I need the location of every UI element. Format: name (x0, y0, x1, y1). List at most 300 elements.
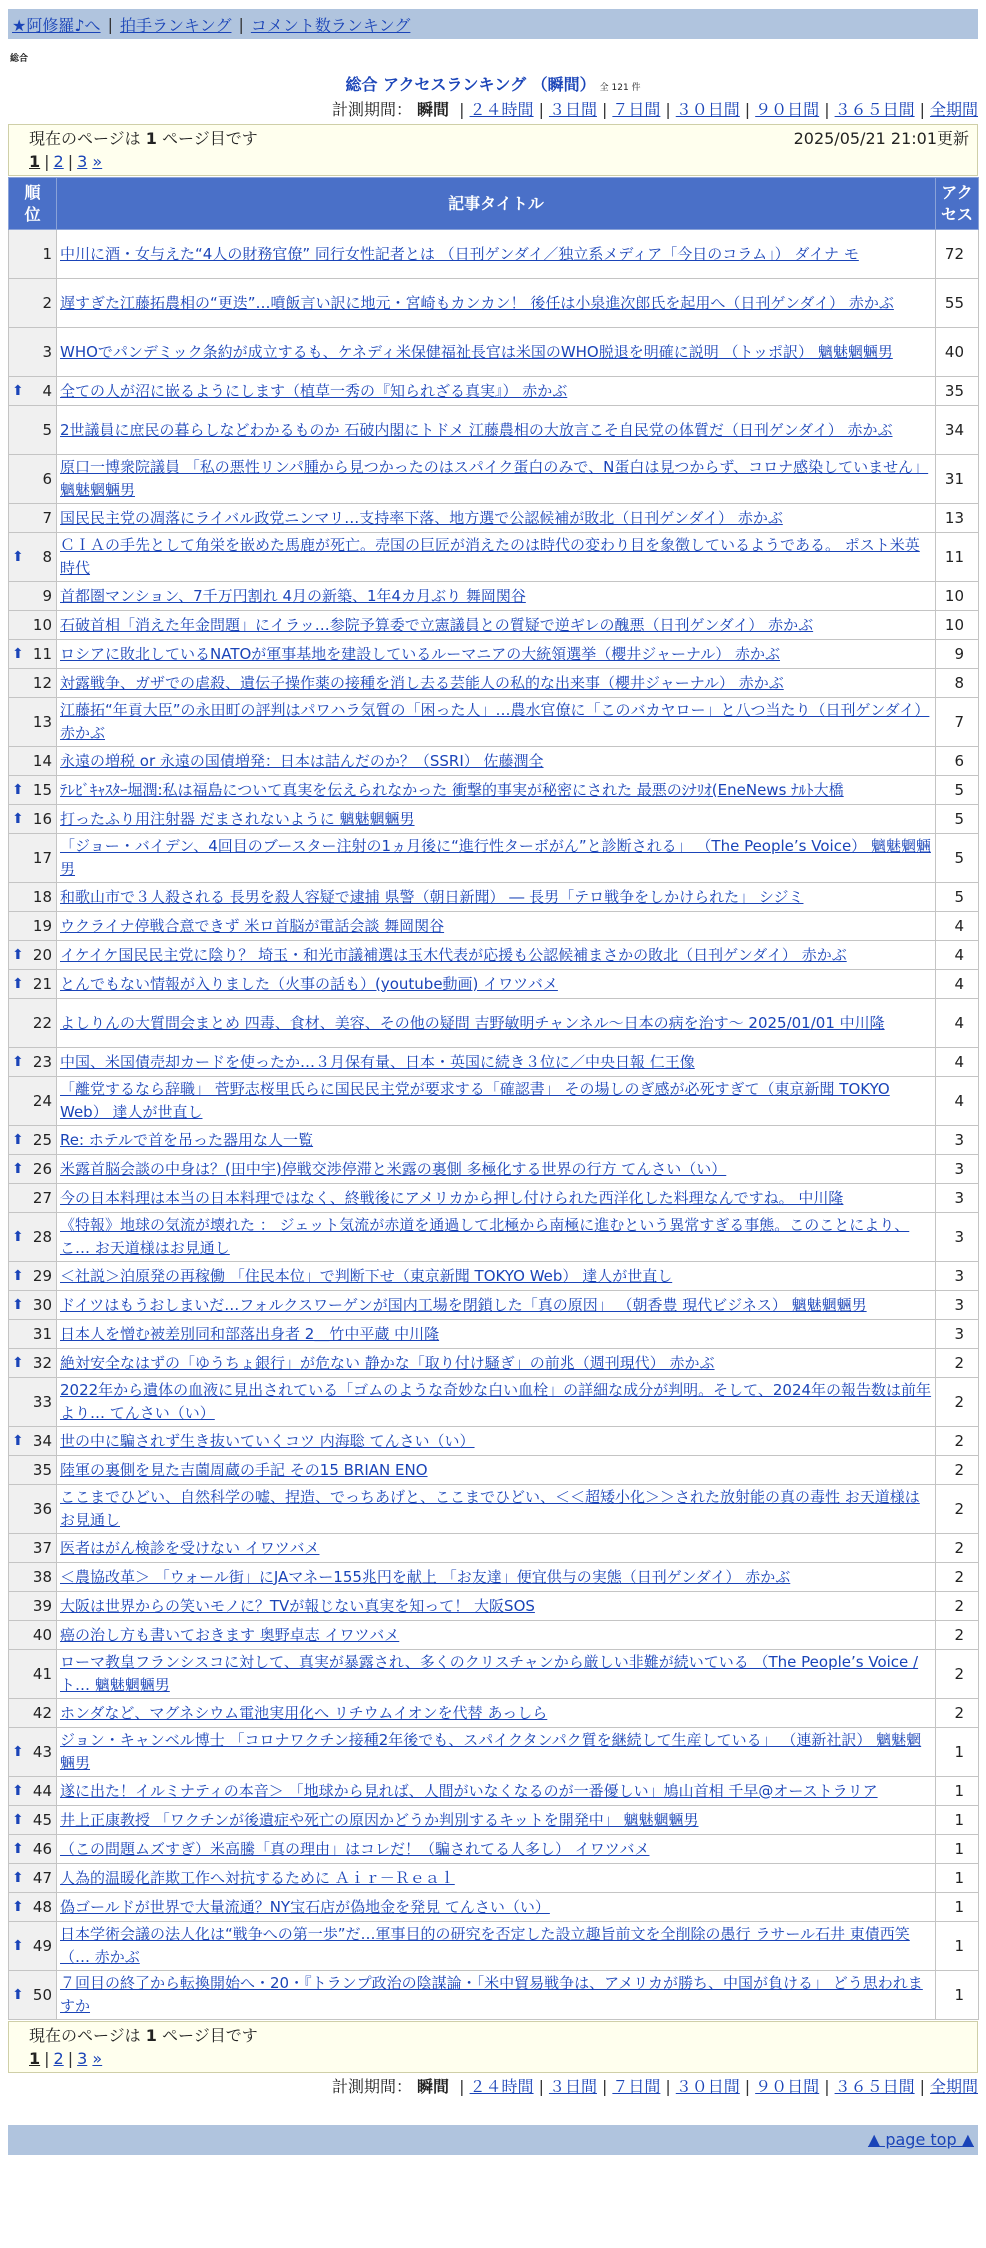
title-cell (57, 1456, 936, 1485)
article-title-link[interactable]: 「離党するなら辞職」 菅野志桜里氏らに国民民主党が要求する「確認書」 その場しのぎ感が必死すぎて（東京新聞 TOKYO Web） 達人が世直し (60, 1080, 890, 1121)
access-count-cell: 2 (936, 1699, 979, 1728)
title-cell (57, 640, 936, 669)
title-cell (57, 941, 936, 970)
pager-next-link[interactable]: » (92, 152, 103, 171)
period-current: 瞬間 (417, 2077, 450, 2096)
article-title-link[interactable]: 永遠の増税 or 永遠の国債増発：日本は詰んだのか？（SSRI） 佐藤潤全 (60, 751, 544, 770)
access-count-cell: 1 (936, 1777, 979, 1806)
article-title-link[interactable]: （この問題ムズすぎ）米高騰「真の理由」はコレだ！（騙されてる人多し） イワツバメ (60, 1839, 650, 1858)
period-separator: | (744, 100, 751, 119)
period-separator: | (601, 100, 608, 119)
pager-page-link[interactable]: 3 (77, 2049, 88, 2068)
table-row (9, 999, 979, 1048)
article-title-link[interactable]: WHOでパンデミック条約が成立するも、ケネディ米保健福祉長官は米国のWHO脱退を明確に説明 （トッポ訳） 魑魅魍魎男 (60, 342, 893, 361)
table-row (9, 328, 979, 377)
period-link[interactable]: ９０日間 (755, 2077, 820, 2096)
article-title-link[interactable]: 国民民主党の凋落にライバル政党ニンマリ…支持率下落、地方選で公認候補が敗北（日刊ゲンダイ） 赤かぶ (60, 508, 783, 527)
access-count-cell: 10 (936, 582, 979, 611)
rank-up-arrow-icon: ⬆ (12, 1132, 24, 1148)
article-title-link[interactable]: 首都圏マンション、7千万円割れ 4月の新築、1年4カ月ぶり 舞岡関谷 (60, 586, 526, 605)
title-cell (57, 805, 936, 834)
article-title-link[interactable]: 2世議員に庶民の暮らしなどわかるものか 石破内閣にトドメ 江藤農相の大放言こそ自民党の体質だ（日刊ゲンダイ） 赤かぶ (60, 420, 893, 439)
rank-cell (9, 455, 57, 504)
current-page-text: 現在のページは 1 ページ目です (29, 2026, 258, 2045)
title-cell (57, 1835, 936, 1864)
access-count-cell: 7 (936, 698, 979, 747)
article-title-link[interactable]: 医者はがん検診を受けない イワツバメ (60, 1538, 320, 1557)
title-cell (57, 1378, 936, 1427)
article-title-link[interactable]: 《特報》地球の気流が壊れた ： ジェット気流が赤道を通過して北極から南極に進むという異常すぎる事態。このことにより、こ… お天道様はお見通し (60, 1216, 910, 1257)
period-label: 計測期間： (331, 100, 412, 119)
rank-cell (9, 1427, 57, 1456)
title-cell (57, 1777, 936, 1806)
rank-cell (9, 230, 57, 279)
article-title-link[interactable]: 人為的温暖化詐欺工作へ対抗するために Ａｉｒ－Ｒｅａｌ (60, 1868, 455, 1887)
pager-separator: | (67, 152, 74, 171)
period-separator: | (601, 2077, 608, 2096)
access-count-cell: 2 (936, 1534, 979, 1563)
table-row (9, 1864, 979, 1893)
rank-cell (9, 1456, 57, 1485)
article-title-link[interactable]: 世の中に騙されず生き抜いていくコツ 内海聡 てんさい（い） (60, 1431, 475, 1450)
access-count-cell: 1 (936, 1922, 979, 1971)
article-title-link[interactable]: ７回目の終了から転換開始へ・20・『トランプ政治の陰謀論・「米中貿易戦争は、アメリカが勝ち、中国が負ける」 どう思われますか (60, 1974, 923, 2015)
table-row (9, 970, 979, 999)
page-status-box (8, 124, 978, 176)
rank-number: 36 (32, 1500, 52, 1518)
ranking-rows (9, 230, 979, 2020)
access-count-cell: 1 (936, 1728, 979, 1777)
table-row (9, 279, 979, 328)
rank-number: 40 (32, 1626, 52, 1644)
rank-number: 17 (32, 849, 52, 867)
table-row (9, 941, 979, 970)
rank-up-arrow-icon: ⬆ (12, 1841, 24, 1857)
title-cell (57, 698, 936, 747)
article-title-link[interactable]: 中国、米国債売却カードを使ったか…３月保有量、日本・英国に続き３位に／中央日報 仁王像 (60, 1052, 695, 1071)
rank-number: 28 (32, 1228, 52, 1246)
article-title-link[interactable]: 井上正康教授 「ワクチンが後遺症や死亡の原因かどうか判別するキットを開発中」 魑魅魍魎男 (60, 1810, 699, 1829)
access-count-cell: 2 (936, 1621, 979, 1650)
rank-number: 19 (32, 917, 52, 935)
article-title-link[interactable]: 偽ゴールドが世界で大量流通？NY宝石店が偽地金を発見 てんさい（い） (60, 1897, 550, 1916)
rank-cell (9, 1592, 57, 1621)
rank-cell (9, 1864, 57, 1893)
table-row (9, 834, 979, 883)
table-row (9, 1534, 979, 1563)
article-title-link[interactable]: ジョン・キャンベル博士 「コロナワクチン接種2年後でも、スパイクタンパク質を継続して生産している」 （連新社訳） 魑魅魍魎男 (60, 1731, 922, 1772)
article-title-link[interactable]: ローマ教皇フランシスコに対して、真実が暴露され、多くのクリスチャンから厳しい非難が続いている （The People’s Voice / ト… 魑魅魍魎男 (60, 1653, 919, 1694)
period-link[interactable]: ３日間 (548, 100, 597, 119)
rank-up-arrow-icon: ⬆ (12, 1161, 24, 1177)
period-link[interactable]: ７日間 (612, 2077, 661, 2096)
article-title-link[interactable]: 陸軍の裏側を見た吉薗周蔵の手記 その15 BRIAN ENO (60, 1460, 428, 1479)
title-cell (57, 1184, 936, 1213)
clap-ranking-link[interactable]: 拍手ランキング (119, 15, 232, 35)
top-nav-bar (8, 9, 978, 39)
access-count-cell: 1 (936, 1971, 979, 2020)
article-title-link[interactable]: 中川に酒・女与えた“4人の財務官僚” 同行女性記者とは （日刊ゲンダイ／独立系メディア「今日のコラム」） ダイナ モ (60, 244, 859, 263)
rank-number: 42 (32, 1704, 52, 1722)
rank-cell (9, 1349, 57, 1378)
title-cell (57, 912, 936, 941)
rank-column-header: 順 位 (9, 178, 57, 230)
article-title-link[interactable]: Re: ホテルで首を吊った器用な人一覧 (60, 1130, 314, 1149)
rank-number: 13 (32, 713, 52, 731)
access-count-cell: 5 (936, 834, 979, 883)
rank-cell (9, 776, 57, 805)
rank-number: 25 (32, 1131, 52, 1149)
period-link[interactable]: 全期間 (929, 100, 978, 119)
title-cell (57, 1864, 936, 1893)
rank-cell (9, 1378, 57, 1427)
rank-cell (9, 1777, 57, 1806)
rank-number: 43 (32, 1743, 52, 1761)
rank-number: 8 (42, 548, 52, 566)
access-count-cell: 2 (936, 1427, 979, 1456)
rank-up-arrow-icon: ⬆ (12, 947, 24, 963)
access-count-cell: 4 (936, 999, 979, 1048)
table-row (9, 1349, 979, 1378)
rank-number: 37 (32, 1539, 52, 1557)
access-count-cell: 2 (936, 1563, 979, 1592)
title-cell (57, 1485, 936, 1534)
rank-cell (9, 1699, 57, 1728)
period-current: 瞬間 (417, 100, 450, 119)
rank-cell (9, 582, 57, 611)
total-count: 全 121 件 (599, 83, 641, 93)
access-count-cell: 1 (936, 1893, 979, 1922)
rank-number: 35 (32, 1461, 52, 1479)
rank-number: 22 (32, 1014, 52, 1032)
pagination-bottom (17, 2047, 969, 2071)
article-title-link[interactable]: ここまでひどい、自然科学の嘘、捏造、でっちあげと、ここまでひどい、＜＜超矮小化＞＞された放射能の真の毒性 お天道様はお見通し (60, 1488, 920, 1529)
pager-current-page: 1 (29, 2049, 41, 2068)
article-title-link[interactable]: よしりんの大質問会まとめ 四毒、食材、美容、その他の疑問 吉野敏明チャンネル〜日本の病を治す〜 2025/01/01 中川隆 (60, 1013, 885, 1032)
rank-cell (9, 279, 57, 328)
access-count-cell: 10 (936, 611, 979, 640)
title-cell (57, 1077, 936, 1126)
rank-number: 38 (32, 1568, 52, 1586)
title-cell (57, 834, 936, 883)
rank-cell (9, 640, 57, 669)
period-link[interactable]: ３日間 (548, 2077, 597, 2096)
article-title-link[interactable]: ﾃﾚﾋﾞｷｬｽﾀｰ堀潤:私は福島について真実を伝えられなかった 衝撃的事実が秘密にされた 最悪のｼﾅﾘｵ(EneNews ﾅﾙﾄ大橋 (60, 780, 844, 799)
period-link[interactable]: ２４時間 (469, 100, 534, 119)
period-link[interactable]: ３０日間 (675, 2077, 740, 2096)
table-row (9, 582, 979, 611)
table-row (9, 883, 979, 912)
rank-number: 31 (32, 1325, 52, 1343)
table-row (9, 776, 979, 805)
page-status-box-bottom (8, 2021, 978, 2073)
rank-cell (9, 1534, 57, 1563)
title-cell (57, 582, 936, 611)
rank-cell (9, 328, 57, 377)
title-cell (57, 1320, 936, 1349)
period-link[interactable]: ２４時間 (469, 2077, 534, 2096)
article-title-link[interactable]: 石破首相「消えた年金問題」にイラッ…参院予算委で立憲議員との質疑で逆ギレの醜悪（日刊ゲンダイ） 赤かぶ (60, 615, 814, 634)
table-row (9, 1427, 979, 1456)
period-link[interactable]: 全期間 (929, 2077, 978, 2096)
article-title-link[interactable]: 遅すぎた江藤拓農相の“更迭”…噴飯言い訳に地元・宮崎もカンカン！ 後任は小泉進次郎氏を起用へ（日刊ゲンダイ） 赤かぶ (60, 293, 894, 312)
rank-cell (9, 533, 57, 582)
title-cell (57, 669, 936, 698)
rank-cell (9, 999, 57, 1048)
access-count-cell: 3 (936, 1126, 979, 1155)
article-title-link[interactable]: 今の日本料理は本当の日本料理ではなく、終戦後にアメリカから押し付けられた西洋化した料理なんですね。 中川隆 (60, 1188, 844, 1207)
period-separator: | (919, 2077, 925, 2096)
period-separator: | (538, 100, 544, 119)
rank-number: 48 (32, 1898, 52, 1916)
rank-number: 45 (32, 1811, 52, 1829)
comment-ranking-link[interactable]: コメント数ランキング (250, 15, 411, 35)
rank-number: 34 (32, 1432, 52, 1450)
article-title-link[interactable]: とんでもない情報が入りました（火事の話も）(youtube動画) イワツバメ (60, 974, 558, 993)
period-separator: | (824, 2077, 830, 2096)
rank-up-arrow-icon: ⬆ (12, 1229, 24, 1245)
page-title: 総合 アクセスランキング （瞬間） (345, 75, 596, 94)
title-cell (57, 1592, 936, 1621)
article-title-link[interactable]: 対露戦争、ガザでの虐殺、遺伝子操作薬の接種を消し去る芸能人の私的な出来事（櫻井ジャーナル） 赤かぶ (60, 673, 784, 692)
article-title-link[interactable]: 江藤拓“年貢大臣”の永田町の評判はパワハラ気質の「困った人」…農水官僚に「このバカヤロー」と八つ当たり（日刊ゲンダイ） 赤かぶ (60, 701, 930, 742)
table-row (9, 1048, 979, 1077)
ranking-heading (8, 74, 978, 96)
article-title-link[interactable]: 日本人を憎む被差別同和部落出身者 2＿竹中平蔵 中川隆 (60, 1324, 440, 1343)
access-count-cell: 2 (936, 1592, 979, 1621)
title-cell (57, 1650, 936, 1699)
access-count-cell: 5 (936, 883, 979, 912)
access-count-cell: 8 (936, 669, 979, 698)
bottom-bar (8, 2125, 978, 2155)
updated-timestamp: 2025/05/21 21:01更新 (793, 129, 969, 148)
access-count-cell: 2 (936, 1456, 979, 1485)
rank-up-arrow-icon: ⬆ (12, 811, 24, 827)
title-cell (57, 1922, 936, 1971)
rank-up-arrow-icon: ⬆ (12, 1355, 24, 1371)
page-top-link[interactable]: ▲ page top ▲ (867, 2130, 974, 2149)
title-cell (57, 1427, 936, 1456)
article-title-link[interactable]: 和歌山市で３人殺される 長男を殺人容疑で逮捕 県警（朝日新聞） ― 長男「テロ戦争をしかけられた」 シジミ (60, 887, 804, 906)
title-cell (57, 1563, 936, 1592)
rank-up-arrow-icon: ⬆ (12, 1938, 24, 1954)
rank-number: 29 (32, 1267, 52, 1285)
article-title-link[interactable]: ＜農協改革＞ 「ウォール街」にJAマネー155兆円を献上 「お友達」便宜供与の実態（日刊ゲンダイ） 赤かぶ (60, 1567, 791, 1586)
table-row (9, 611, 979, 640)
period-link[interactable]: ３６５日間 (834, 100, 915, 119)
rank-cell (9, 1262, 57, 1291)
rank-number: 33 (32, 1393, 52, 1411)
article-title-link[interactable]: 大阪は世界からの笑いモノに？TVが報じない真実を知って！ 大阪SOS (60, 1596, 535, 1615)
rank-number: 46 (32, 1840, 52, 1858)
rank-cell (9, 912, 57, 941)
rank-number: 50 (32, 1986, 52, 2004)
rank-cell (9, 1835, 57, 1864)
table-row (9, 1184, 979, 1213)
table-row (9, 406, 979, 455)
article-title-link[interactable]: 癌の治し方も書いておきます 奥野卓志 イワツバメ (60, 1625, 400, 1644)
table-row (9, 455, 979, 504)
rank-number: 18 (32, 888, 52, 906)
title-cell (57, 1534, 936, 1563)
article-title-link[interactable]: 日本学術会議の法人化は“戦争への第一歩”だ…軍事目的の研究を否定した設立趣旨前文を全削除の愚行 ラサール石井 東債西笑（… 赤かぶ (60, 1925, 910, 1966)
rank-up-arrow-icon: ⬆ (12, 1899, 24, 1915)
access-count-cell: 4 (936, 912, 979, 941)
title-cell (57, 1291, 936, 1320)
title-column-header: 記事タイトル (57, 178, 936, 230)
access-count-cell: 35 (936, 377, 979, 406)
access-count-cell: 2 (936, 1349, 979, 1378)
table-row (9, 912, 979, 941)
table-row (9, 1699, 979, 1728)
article-title-link[interactable]: 2022年から遺体の血液に見出されている「ゴムのような奇妙な白い血栓」の詳細な成分が判明。そして、2024年の報告数は前年より… てんさい（い） (60, 1381, 932, 1422)
access-count-cell: 6 (936, 747, 979, 776)
title-cell (57, 611, 936, 640)
rank-up-arrow-icon: ⬆ (12, 549, 24, 565)
rank-number: 6 (42, 470, 52, 488)
current-page-text: 現在のページは 1 ページ目です (29, 129, 258, 148)
access-count-cell: 2 (936, 1485, 979, 1534)
rank-number: 32 (32, 1354, 52, 1372)
access-count-cell: 3 (936, 1291, 979, 1320)
table-row (9, 669, 979, 698)
article-title-link[interactable]: ドイツはもうおしまいだ…フォルクスワーゲンが国内工場を閉鎖した「真の原因」 （朝香豊 現代ビジネス） 魑魅魍魎男 (60, 1295, 867, 1314)
rank-cell (9, 377, 57, 406)
title-cell (57, 1806, 936, 1835)
table-row (9, 1077, 979, 1126)
table-row (9, 1922, 979, 1971)
article-title-link[interactable]: ロシアに敗北しているNATOが軍事基地を建設しているルーマニアの大統領選挙（櫻井ジャーナル） 赤かぶ (60, 644, 781, 663)
pager-separator: | (44, 152, 50, 171)
access-count-cell: 5 (936, 776, 979, 805)
rank-number: 23 (32, 1053, 52, 1071)
period-link[interactable]: ３０日間 (675, 100, 740, 119)
rank-number: 39 (32, 1597, 52, 1615)
article-title-link[interactable]: 絶対安全なはずの「ゆうちょ銀行」が危ない 静かな「取り付け騒ぎ」の前兆（週刊現代） 赤かぶ (60, 1353, 715, 1372)
article-title-link[interactable]: ＣＩＡの手先として角栄を嵌めた馬鹿が死亡。売国の巨匠が消えたのは時代の変わり目を象徴しているようである。 ポスト米英時代 (60, 536, 920, 577)
rank-number: 7 (42, 509, 52, 527)
period-separator: | (538, 2077, 544, 2096)
period-separator: | (919, 100, 925, 119)
article-title-link[interactable]: 「ジョー・バイデン、4回目のブースター注射の1ヵ月後に“進行性ターボがん”と診断される」 （The People’s Voice） 魑魅魍魎男 (60, 837, 931, 878)
rank-cell (9, 1922, 57, 1971)
rank-cell (9, 1184, 57, 1213)
nav-separator: | (107, 14, 113, 34)
access-count-cell: 4 (936, 1048, 979, 1077)
rank-cell (9, 1971, 57, 2020)
period-separator: | (459, 2077, 465, 2096)
period-link[interactable]: ３６５日間 (834, 2077, 915, 2096)
title-cell (57, 1262, 936, 1291)
access-count-cell: 3 (936, 1320, 979, 1349)
rank-cell (9, 1213, 57, 1262)
article-title-link[interactable]: 打ったふり用注射器 だまされないように 魑魅魍魎男 (60, 809, 415, 828)
section-label: 総合 (10, 54, 29, 64)
period-link[interactable]: ９０日間 (755, 100, 820, 119)
pager-separator: | (44, 2049, 50, 2068)
home-link[interactable]: ★阿修羅♪へ (12, 15, 101, 35)
rank-number: 26 (32, 1160, 52, 1178)
rank-up-arrow-icon: ⬆ (12, 1268, 24, 1284)
title-cell (57, 1126, 936, 1155)
access-count-cell: 11 (936, 533, 979, 582)
access-count-cell: 1 (936, 1835, 979, 1864)
table-row (9, 1835, 979, 1864)
table-row (9, 1485, 979, 1534)
rank-cell (9, 1291, 57, 1320)
title-cell (57, 1699, 936, 1728)
article-title-link[interactable]: ホンダなど、マグネシウム電池実用化へ リチウムイオンを代替 あっしら (60, 1703, 548, 1722)
rank-number: 16 (32, 810, 52, 828)
article-title-link[interactable]: ウクライナ停戦合意できず 米ロ首脳が電話会談 舞岡関谷 (60, 916, 445, 935)
article-title-link[interactable]: 全ての人が沼に嵌るようにします（植草一秀の『知られざる真実』） 赤かぶ (60, 381, 568, 400)
rank-cell (9, 1485, 57, 1534)
rank-number: 2 (42, 294, 52, 312)
access-count-cell: 4 (936, 1077, 979, 1126)
table-row (9, 1728, 979, 1777)
access-count-cell: 2 (936, 1650, 979, 1699)
pager-next-link[interactable]: » (92, 2049, 103, 2068)
article-title-link[interactable]: 原口一博衆院議員 「私の悪性リンパ腫から見つかったのはスパイク蛋白のみで、N蛋白は見つからず、コロナ感染していません」 魑魅魍魎男 (60, 458, 929, 499)
pager-page-link[interactable]: 2 (53, 152, 64, 171)
pager-current-page: 1 (29, 152, 41, 171)
access-count-cell: 55 (936, 279, 979, 328)
rank-up-arrow-icon: ⬆ (12, 976, 24, 992)
article-title-link[interactable]: ＜社説＞泊原発の再稼働 「住民本位」で判断下せ（東京新聞 TOKYO Web） 達人が世直し (60, 1266, 673, 1285)
title-cell (57, 1349, 936, 1378)
access-count-cell: 4 (936, 970, 979, 999)
rank-number: 41 (32, 1665, 52, 1683)
pager-page-link[interactable]: 3 (77, 152, 88, 171)
rank-number: 21 (32, 975, 52, 993)
rank-up-arrow-icon: ⬆ (12, 646, 24, 662)
rank-up-arrow-icon: ⬆ (12, 1433, 24, 1449)
article-title-link[interactable]: 遂に出た！イルミナティの本音＞ 「地球から見れば、人間がいなくなるのが一番優しい」鳩山首相 千早@オーストラリア (60, 1781, 878, 1800)
rank-number: 49 (32, 1937, 52, 1955)
rank-cell (9, 1155, 57, 1184)
rank-cell (9, 1893, 57, 1922)
rank-cell (9, 883, 57, 912)
access-count-cell: 3 (936, 1184, 979, 1213)
title-cell (57, 406, 936, 455)
article-title-link[interactable]: イケイケ国民民主党に陰り？ 埼玉・和光市議補選は玉木代表が応援も公認候補まさかの敗北（日刊ゲンダイ） 赤かぶ (60, 945, 847, 964)
access-count-cell: 34 (936, 406, 979, 455)
pagination (17, 150, 969, 174)
rank-number: 9 (42, 587, 52, 605)
rank-cell (9, 1126, 57, 1155)
rank-up-arrow-icon: ⬆ (12, 1297, 24, 1313)
rank-number: 1 (42, 245, 52, 263)
access-count-cell: 2 (936, 1378, 979, 1427)
access-count-cell: 13 (936, 504, 979, 533)
period-separator: | (824, 100, 830, 119)
title-cell (57, 747, 936, 776)
period-link[interactable]: ７日間 (612, 100, 661, 119)
rank-up-arrow-icon: ⬆ (12, 1812, 24, 1828)
nav-separator: | (238, 14, 244, 34)
rank-number: 11 (32, 645, 52, 663)
article-title-link[interactable]: 米露首脳会談の中身は？(田中宇)停戦交渉停滞と米露の裏側 多極化する世界の行方 てんさい（い） (60, 1159, 727, 1178)
rank-cell (9, 611, 57, 640)
rank-cell (9, 941, 57, 970)
table-row (9, 1563, 979, 1592)
table-row (9, 1777, 979, 1806)
table-row (9, 747, 979, 776)
period-separator: | (744, 2077, 751, 2096)
table-row (9, 1320, 979, 1349)
pager-page-link[interactable]: 2 (53, 2049, 64, 2068)
rank-cell (9, 1650, 57, 1699)
